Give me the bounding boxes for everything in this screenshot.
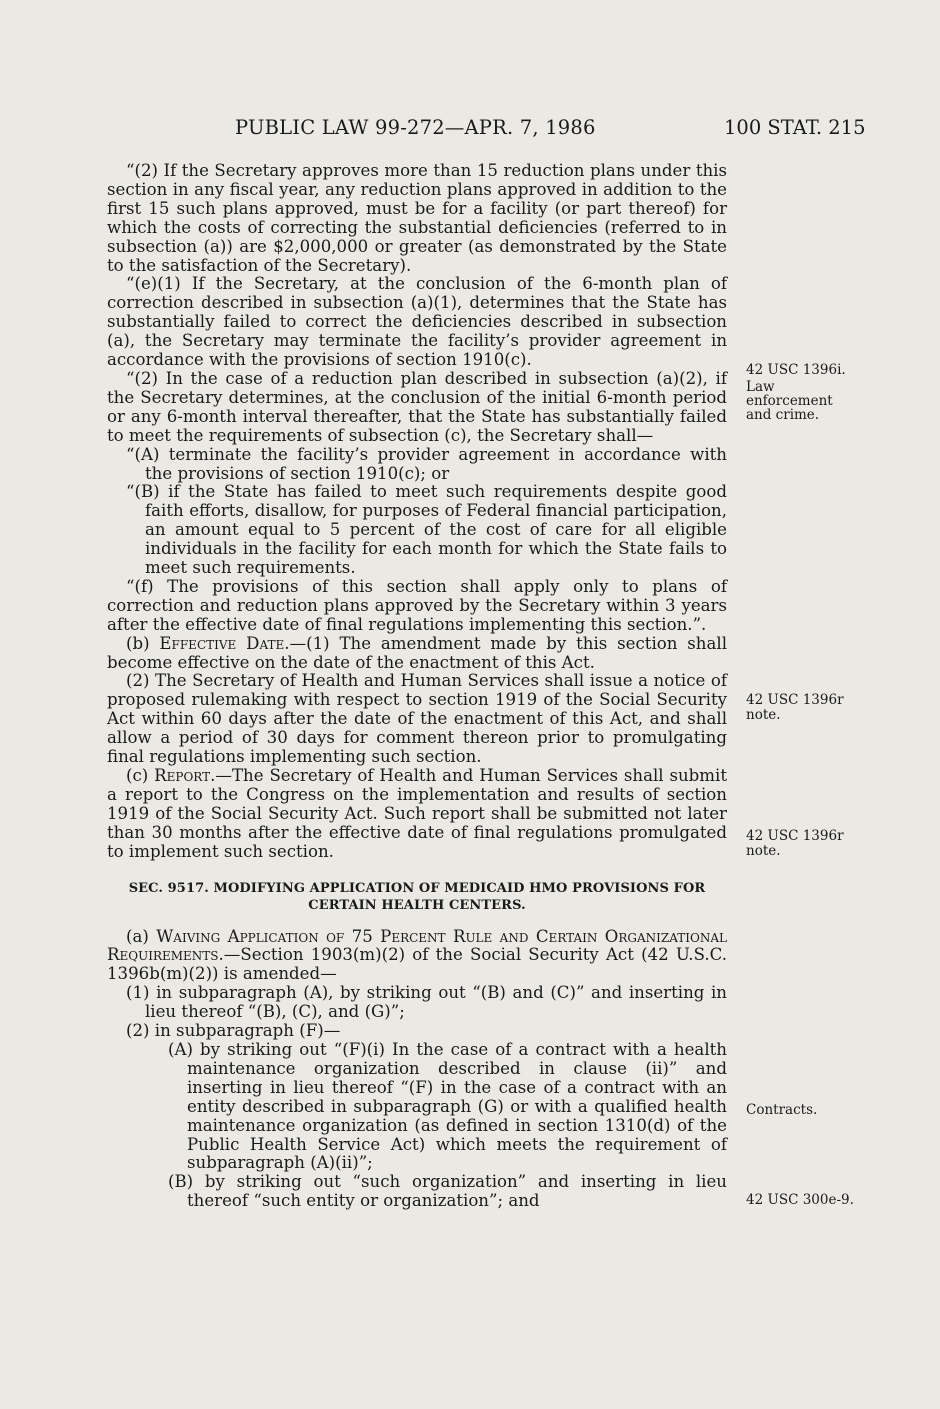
margin-note-1396i: 42 USC 1396i. (746, 362, 846, 378)
paragraph-e1: “(e)(1) If the Secretary, at the conclusion of the 6-month plan of correction described in subsection (a)(1), determines that the State has substantially failed to correct the deficiencies described in subsection (a), the Secretary may terminate the facility’s provider agreement in accordance with the provisions of section 1910(c). (107, 274, 727, 370)
paragraph-waiving: (a) Waiving Application of 75 Percent Rule and Certain Organizational Requirements.—Section 1903(m)(2) of the Social Security Act (42 U.S.C. 1396b(m)(2)) is amended— (107, 926, 727, 984)
margin-note-note-a: note. (746, 707, 781, 723)
paragraph-waiving-2A: (A) by striking out “(F)(i) In the case of a contract with a health maintenance organization described in clause (ii)” and inserting in lieu thereof “(F) in the case of a contract with an entity described in subparagraph (G) or with a qualified health maintenance organization (as defined in section 1310(d) of the Public Health Service Act) which meets the requirement of subparagraph (A)(ii)”; (168, 1039, 727, 1173)
effective-date-heading: Effective Date (159, 633, 285, 653)
margin-note-300e-9: 42 USC 300e-9. (746, 1192, 854, 1208)
paragraph-waiving-2: (2) in subparagraph (F)— (126, 1021, 341, 1041)
paragraph-e2: “(2) In the case of a reduction plan described in subsection (a)(2), if the Secretary determines, at the conclusion of the initial 6-month period or any 6-month interval thereafter, that the State has substantially failed to meet the requirements of subsection (c), the Secretary shall— (107, 368, 727, 445)
paragraph-d2: “(2) If the Secretary approves more than 15 reduction plans under this section in any fiscal year, any reduction plans approved in addition to the first 15 such plans approved, must be for a facility (or part thereof) for which the costs of correcting the substantial deficiencies (referred to in subsection (a)) are $2,000,000 or greater (as demonstrated by the State to the satisfaction of the Secretary). (107, 161, 727, 275)
report-heading: Report (154, 766, 211, 785)
paragraph-effective-date: (b) Effective Date.—(1) The amendment made by this section shall become effective on the date of the enactment of this Act. (107, 633, 727, 672)
margin-note-contracts: Contracts. (746, 1102, 818, 1118)
margin-note-law: Law (746, 379, 775, 395)
page-header (0, 116, 940, 146)
margin-note-1396r-b: 42 USC 1396r (746, 828, 844, 844)
body-text (107, 162, 727, 1211)
paragraph-e2-B: “(B) if the State has failed to meet such requirements despite good faith efforts, disallow, for purposes of Federal financial participation, an amount equal to 5 percent of the cost of care for all eligible individuals in the facility for each month for which the State fails to meet such requirements. (126, 482, 727, 578)
waiving-heading: Waiving Application of 75 Percent Rule and Certain Organizational Requirements (107, 926, 727, 965)
paragraph-f: “(f) The provisions of this section shall apply only to plans of correction and reduction plans approved by the Secretary within 3 years after the effective date of final regulations implementing this section.”. (107, 576, 727, 634)
margin-note-and-crime: and crime. (746, 407, 820, 423)
margin-note-1396r-a: 42 USC 1396r (746, 692, 844, 708)
paragraph-effective-date-2: (2) The Secretary of Health and Human Services shall issue a notice of proposed rulemaking with respect to section 1919 of the Social Security Act within 60 days after the date of the enactment of this Act, and shall allow a period of 30 days for comment thereon prior to promulgating final regulations implementing such section. (107, 671, 727, 767)
margin-note-enforcement: enforcement (746, 393, 833, 409)
margin-note-note-b: note. (746, 843, 781, 859)
section-heading: SEC. 9517. MODIFYING APPLICATION OF MEDICAID HMO PROVISIONS FOR CERTAIN HEALTH CENTERS. (128, 880, 706, 913)
paragraph-report: (c) Report.—The Secretary of Health and Human Services shall submit a report to the Congress on the implementation and results of section 1919 of the Social Security Act. Such report shall be submitted not later than 30 months after the effective date of final regulations promulgated to implement such section. (107, 766, 727, 861)
running-head-title: PUBLIC LAW 99-272—APR. 7, 1986 (235, 116, 596, 139)
paragraph-waiving-1: (1) in subparagraph (A), by striking out “(B) and (C)” and inserting in lieu thereof “(B), (C), and (G)”; (126, 983, 727, 1022)
stat-page-number: 100 STAT. 215 (724, 116, 866, 139)
paragraph-waiving-2B: (B) by striking out “such organization” and inserting in lieu thereof “such entity or organization”; and (168, 1172, 727, 1211)
paragraph-e2-A: “(A) terminate the facility’s provider agreement in accordance with the provisions of section 1910(c); or (126, 444, 727, 483)
